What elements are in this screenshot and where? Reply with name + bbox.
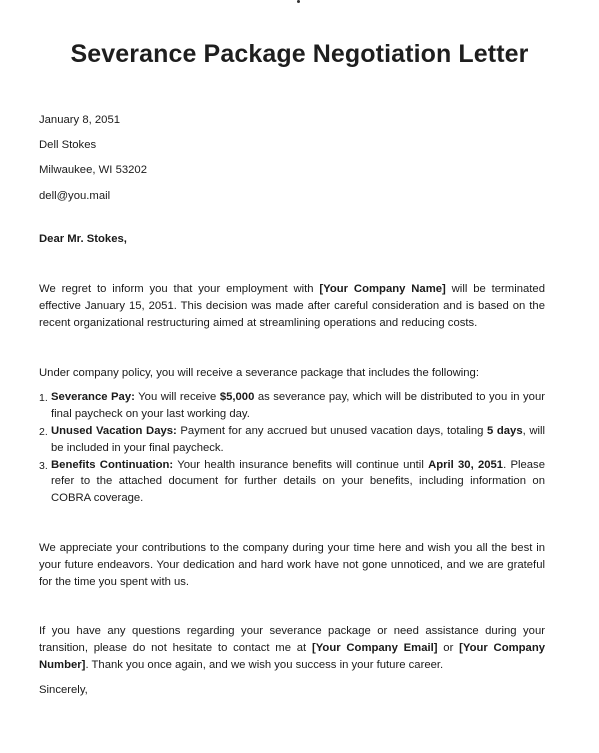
paragraph-appreciation: We appreciate your contributions to the company during your time here and wish you all the best in your future endeavors. Your dedication and hard work have not gone unnoticed, and we are grateful for the time you spent with us. bbox=[39, 541, 545, 588]
benefit-label: Severance Pay: bbox=[51, 391, 135, 404]
benefit-text: . Please refer to the attached document for further details on your benefits, including information on COBRA coverage. bbox=[51, 458, 545, 505]
benefit-text: as severance pay, which will be distributed to you in your final paycheck on your last working day. bbox=[51, 391, 545, 421]
paragraph-termination-text-a: We regret to inform you that your employment with bbox=[39, 283, 320, 296]
paragraph-termination-text-c: will be terminated effective January 15, 2051. This decision was made after careful consideration and is based on the recent organizational restructuring aimed at streamlining operations and reducing costs. bbox=[39, 283, 545, 329]
letter-date: January 8, 2051 bbox=[39, 114, 121, 126]
document-title: Severance Package Negotiation Letter bbox=[70, 40, 529, 68]
benefit-number: 3. bbox=[39, 459, 48, 472]
benefit-text: You will receive bbox=[134, 391, 220, 404]
paragraph-contact-text-a: If you have any questions regarding your severance package or need assistance during your transition, please do not hesitate to contact me at bbox=[39, 625, 545, 655]
paragraph-package-intro: Under company policy, you will receive a severance package that includes the following: bbox=[39, 366, 479, 379]
company-email-placeholder: [Your Company Email] bbox=[311, 642, 438, 655]
benefit-amount: $5,000 bbox=[219, 391, 255, 404]
paragraph-contact-text-c: or bbox=[437, 642, 460, 655]
recipient-city: Milwaukee, WI 53202 bbox=[39, 164, 147, 177]
benefit-label: Benefits Continuation: bbox=[51, 458, 174, 471]
salutation: Dear Mr. Stokes, bbox=[39, 233, 127, 246]
benefit-text: Your health insurance benefits will continue until bbox=[173, 458, 429, 471]
paragraph-termination bbox=[39, 281, 545, 331]
benefit-text: , will be included in your final paycheck. bbox=[51, 424, 546, 454]
paragraph-contact-text-e: . Thank you once again, and we wish you success in your future career. bbox=[85, 658, 444, 671]
recipient-name: Dell Stokes bbox=[39, 139, 97, 152]
page-marker-dot bbox=[297, 0, 300, 3]
benefit-amount: 5 days bbox=[487, 424, 523, 437]
closing: Sincerely, bbox=[39, 683, 88, 696]
company-number-placeholder: [Your Company Number] bbox=[39, 642, 546, 671]
benefit-item bbox=[39, 423, 545, 457]
benefit-item bbox=[39, 389, 545, 423]
company-name-placeholder: [Your Company Name] bbox=[319, 283, 446, 296]
benefit-text: Payment for any accrued but unused vacation days, totaling bbox=[176, 424, 487, 437]
recipient-email: dell@you.mail bbox=[39, 189, 111, 202]
letter-body bbox=[39, 112, 545, 699]
paragraph-contact bbox=[39, 623, 545, 673]
benefits-list bbox=[39, 389, 545, 507]
benefit-number: 2. bbox=[39, 425, 48, 438]
benefit-amount: April 30, 2051 bbox=[428, 458, 504, 471]
benefit-item bbox=[39, 457, 545, 507]
benefit-label: Unused Vacation Days: bbox=[51, 424, 177, 437]
benefit-number: 1. bbox=[39, 392, 48, 405]
